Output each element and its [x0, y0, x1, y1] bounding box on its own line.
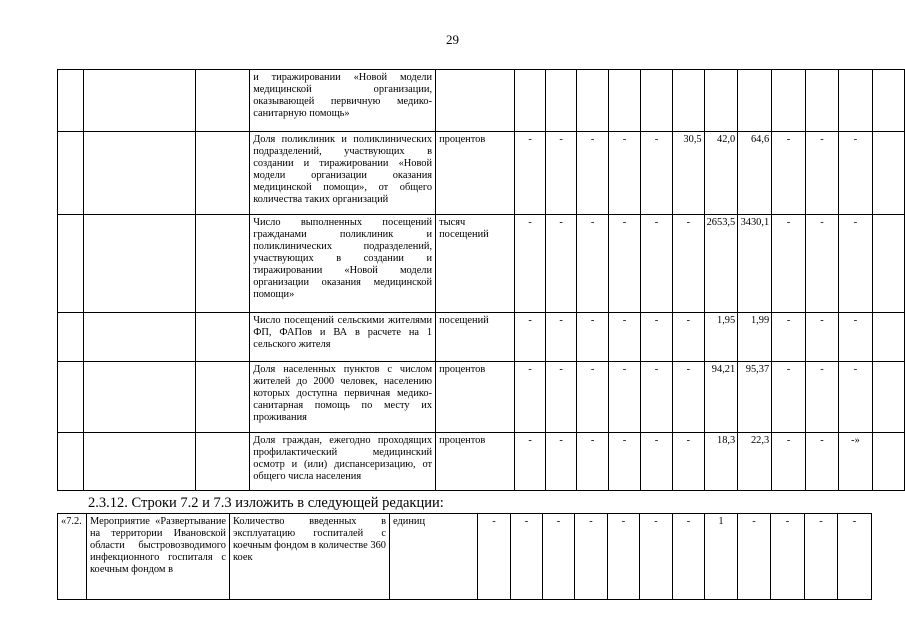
- value-cell: -: [515, 362, 546, 433]
- value-cell: -: [771, 514, 805, 600]
- value-cell: [609, 70, 641, 132]
- unit-cell: процентов: [436, 362, 515, 433]
- indicator-name: Доля населенных пунктов с числом жителей до 2000 человек, населению которых доступна первичная медико-санитарная помощь по месту их проживания: [250, 362, 436, 433]
- event-name: [196, 433, 250, 491]
- unit-cell: посещений: [436, 313, 515, 362]
- indicator-name: Количество введенных в эксплуатацию госпиталей с коечным фондом в количестве 360 коек: [230, 514, 390, 600]
- table-row: [58, 313, 905, 362]
- indicator-name: Доля граждан, ежегодно проходящих профилактический медицинский осмотр и (или) диспансеризацию, от общего числа населения: [250, 433, 436, 491]
- value-cell: -: [575, 514, 608, 600]
- value-cell: -: [673, 514, 705, 600]
- value-cell: -: [577, 132, 609, 215]
- section-heading: 2.3.12. Строки 7.2 и 7.3 изложить в следующей редакции:: [88, 495, 444, 511]
- indicator-name: и тиражировании «Новой модели медицинской организации, оказывающей первичную медико-санитарную помощь»: [250, 70, 436, 132]
- value-cell: -: [577, 215, 609, 313]
- value-cell: -: [641, 433, 673, 491]
- value-cell: [577, 70, 609, 132]
- value-cell: -: [806, 215, 839, 313]
- value-cell: -: [543, 514, 575, 600]
- row-number: [58, 215, 84, 313]
- event-name: [196, 313, 250, 362]
- value-cell: -: [515, 433, 546, 491]
- value-cell: -: [672, 313, 704, 362]
- value-cell: 22,3: [738, 433, 772, 491]
- value-cell: -: [641, 313, 673, 362]
- value-cell: -: [838, 215, 872, 313]
- table-row: [58, 70, 905, 132]
- value-cell: -: [577, 313, 609, 362]
- row-number: «7.2.: [58, 514, 87, 600]
- value-cell: -: [672, 433, 704, 491]
- value-cell: -: [772, 362, 806, 433]
- value-cell: [738, 70, 772, 132]
- value-cell: -: [772, 132, 806, 215]
- indicator-name: Доля поликлиник и поликлинических подразделений, участвующих в создании и тиражировании «Новой модели организации оказания медицинской помощи», от общего количества таких организаций: [250, 132, 436, 215]
- value-cell: [873, 362, 905, 433]
- event-name: [84, 313, 196, 362]
- value-cell: -: [515, 132, 546, 215]
- value-cell: 42,0: [704, 132, 738, 215]
- value-cell: 18,3: [704, 433, 738, 491]
- event-name: [196, 132, 250, 215]
- value-cell: -: [546, 215, 577, 313]
- value-cell: -»: [838, 433, 872, 491]
- value-cell: -: [805, 514, 838, 600]
- value-cell: -: [511, 514, 543, 600]
- value-cell: -: [672, 362, 704, 433]
- event-name: [196, 215, 250, 313]
- value-cell: -: [806, 132, 839, 215]
- value-cell: 1,99: [738, 313, 772, 362]
- value-cell: -: [515, 215, 546, 313]
- value-cell: -: [772, 215, 806, 313]
- value-cell: -: [478, 514, 511, 600]
- row-number: [58, 433, 84, 491]
- value-cell: -: [838, 362, 872, 433]
- value-cell: [704, 70, 738, 132]
- row-number: [58, 132, 84, 215]
- event-name: [84, 132, 196, 215]
- value-cell: 1: [705, 514, 738, 600]
- value-cell: [672, 70, 704, 132]
- event-name: [84, 215, 196, 313]
- value-cell: -: [838, 132, 872, 215]
- value-cell: 1,95: [704, 313, 738, 362]
- event-name: [196, 70, 250, 132]
- indicators-table: [57, 69, 905, 491]
- value-cell: -: [772, 433, 806, 491]
- value-cell: -: [806, 362, 839, 433]
- events-table: [57, 513, 872, 600]
- unit-cell: процентов: [436, 132, 515, 215]
- value-cell: [772, 70, 806, 132]
- value-cell: -: [738, 514, 771, 600]
- value-cell: 2653,5: [704, 215, 738, 313]
- value-cell: -: [640, 514, 673, 600]
- unit-cell: единиц: [390, 514, 478, 600]
- unit-cell: [436, 70, 515, 132]
- value-cell: [838, 70, 872, 132]
- value-cell: -: [546, 433, 577, 491]
- value-cell: [641, 70, 673, 132]
- value-cell: [515, 70, 546, 132]
- value-cell: -: [641, 132, 673, 215]
- value-cell: -: [546, 362, 577, 433]
- value-cell: -: [577, 433, 609, 491]
- event-name: Мероприятие «Развертывание на территории Ивановской области быстровозводимого инфекционного госпиталя с коечным фондом в: [87, 514, 230, 600]
- value-cell: -: [838, 514, 872, 600]
- value-cell: 94,21: [704, 362, 738, 433]
- table-row: [58, 215, 905, 313]
- value-cell: 95,37: [738, 362, 772, 433]
- value-cell: -: [577, 362, 609, 433]
- indicator-name: Число выполненных посещений гражданами поликлиник и поликлинических подразделений, участвующих в создании и тиражировании «Новой модели организации оказания медицинской помощи»: [250, 215, 436, 313]
- page-number: 29: [446, 32, 459, 47]
- value-cell: -: [546, 132, 577, 215]
- value-cell: [873, 433, 905, 491]
- event-name: [84, 70, 196, 132]
- unit-cell: тысяч посещений: [436, 215, 515, 313]
- value-cell: -: [515, 313, 546, 362]
- table-row: [58, 132, 905, 215]
- value-cell: -: [609, 433, 641, 491]
- value-cell: -: [838, 313, 872, 362]
- row-number: [58, 362, 84, 433]
- value-cell: 30,5: [672, 132, 704, 215]
- value-cell: [873, 132, 905, 215]
- value-cell: -: [609, 362, 641, 433]
- row-number: [58, 70, 84, 132]
- indicator-name: Число посещений сельскими жителями ФП, ФАПов и ВА в расчете на 1 сельского жителя: [250, 313, 436, 362]
- value-cell: -: [641, 362, 673, 433]
- value-cell: [806, 70, 839, 132]
- value-cell: [873, 70, 905, 132]
- unit-cell: процентов: [436, 433, 515, 491]
- row-number: [58, 313, 84, 362]
- value-cell: [873, 313, 905, 362]
- value-cell: -: [608, 514, 640, 600]
- value-cell: -: [806, 313, 839, 362]
- value-cell: -: [609, 132, 641, 215]
- value-cell: [546, 70, 577, 132]
- table-row: [58, 362, 905, 433]
- value-cell: -: [609, 313, 641, 362]
- value-cell: -: [609, 215, 641, 313]
- table-row: [58, 433, 905, 491]
- value-cell: -: [641, 215, 673, 313]
- event-name: [84, 433, 196, 491]
- value-cell: 64,6: [738, 132, 772, 215]
- value-cell: -: [672, 215, 704, 313]
- table-row: [58, 514, 872, 600]
- value-cell: -: [806, 433, 839, 491]
- value-cell: -: [772, 313, 806, 362]
- value-cell: 3430,1: [738, 215, 772, 313]
- value-cell: -: [546, 313, 577, 362]
- event-name: [84, 362, 196, 433]
- value-cell: [873, 215, 905, 313]
- event-name: [196, 362, 250, 433]
